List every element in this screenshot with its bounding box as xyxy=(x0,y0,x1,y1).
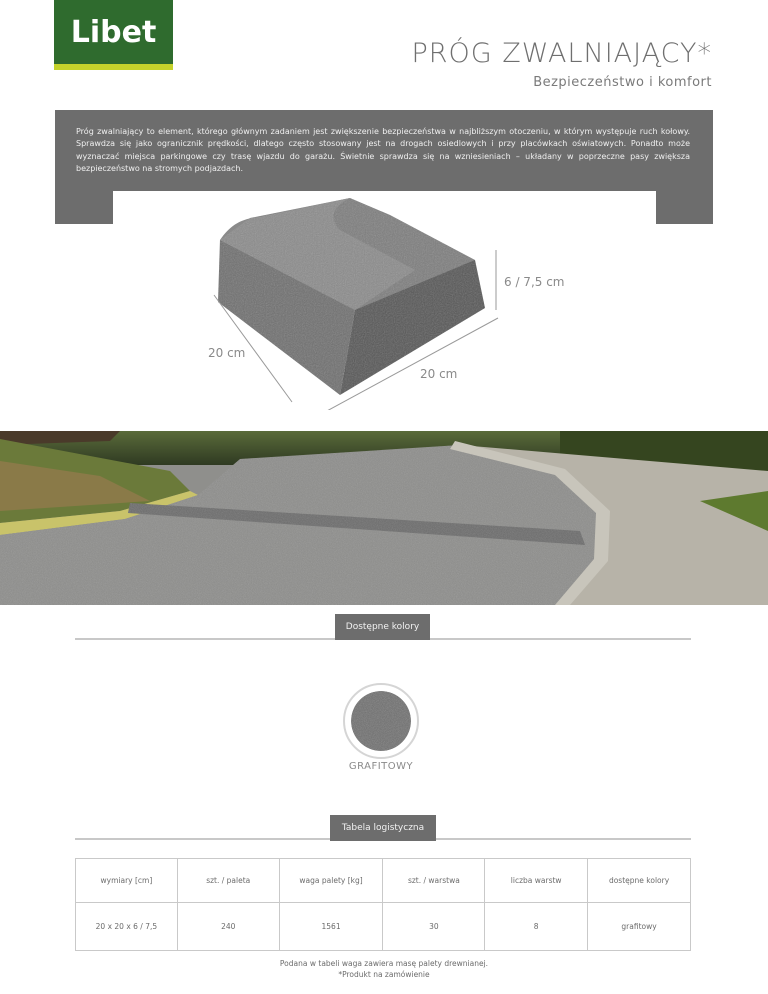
table-header-cell: szt. / warstwa xyxy=(383,859,485,903)
product-block-image xyxy=(180,190,600,410)
footnote-order-note: *Produkt na zamówienie xyxy=(338,970,430,979)
logistics-table xyxy=(75,858,691,951)
table-cell: 20 x 20 x 6 / 7,5 xyxy=(76,903,178,951)
brand-logo-text: Libet xyxy=(70,14,157,50)
table-header-cell: szt. / paleta xyxy=(177,859,279,903)
color-swatch-grafitowy xyxy=(351,691,411,751)
dimension-depth-label: 20 cm xyxy=(208,346,246,360)
brand-logo xyxy=(54,0,173,64)
color-swatch-name: GRAFITOWY xyxy=(348,761,414,772)
table-cell: 1561 xyxy=(279,903,383,951)
dimension-height-label: 6 / 7,5 cm xyxy=(504,275,565,289)
table-cell: 30 xyxy=(383,903,485,951)
table-cell: 240 xyxy=(177,903,279,951)
table-cell: grafitowy xyxy=(588,903,691,951)
logistics-section-label: Tabela logistyczna xyxy=(330,815,436,841)
colors-section-label: Dostępne kolory xyxy=(335,614,430,640)
logo-accent-bar xyxy=(54,64,173,70)
footnote-weight-note: Podana w tabeli waga zawiera masę palety drewnianej. xyxy=(279,959,489,968)
dimension-width-label: 20 cm xyxy=(420,367,458,381)
table-row xyxy=(76,903,691,951)
table-header-cell: waga palety [kg] xyxy=(279,859,383,903)
table-header-cell: wymiary [cm] xyxy=(76,859,178,903)
table-header-cell: liczba warstw xyxy=(485,859,588,903)
footnote xyxy=(200,958,568,980)
road-photo xyxy=(0,431,768,605)
logistics-table-header-row xyxy=(76,859,691,903)
table-cell: 8 xyxy=(485,903,588,951)
table-header-cell: dostępne kolory xyxy=(588,859,691,903)
page-title: PRÓG ZWALNIAJĄCY* xyxy=(411,38,712,69)
product-description: Próg zwalniający to element, którego głównym zadaniem jest zwiększenie bezpieczeństwa w najbliższym otoczeniu, w którym występuje ruch kołowy. Sprawdza się jako ogranicznik prędkości, dlatego często stosowany jest na drogach osiedlowych i przy placówkach oświatowych. Ponadto może wyznaczać miejsca parkingowe czy trasę wjazdu do garażu. Świetnie sprawdza się na wzniesieniach – układany w poprzeczne pasy zwiększa bezpieczeństwo na stromych podjazdach. xyxy=(76,127,690,174)
page-subtitle: Bezpieczeństwo i komfort xyxy=(533,75,712,90)
